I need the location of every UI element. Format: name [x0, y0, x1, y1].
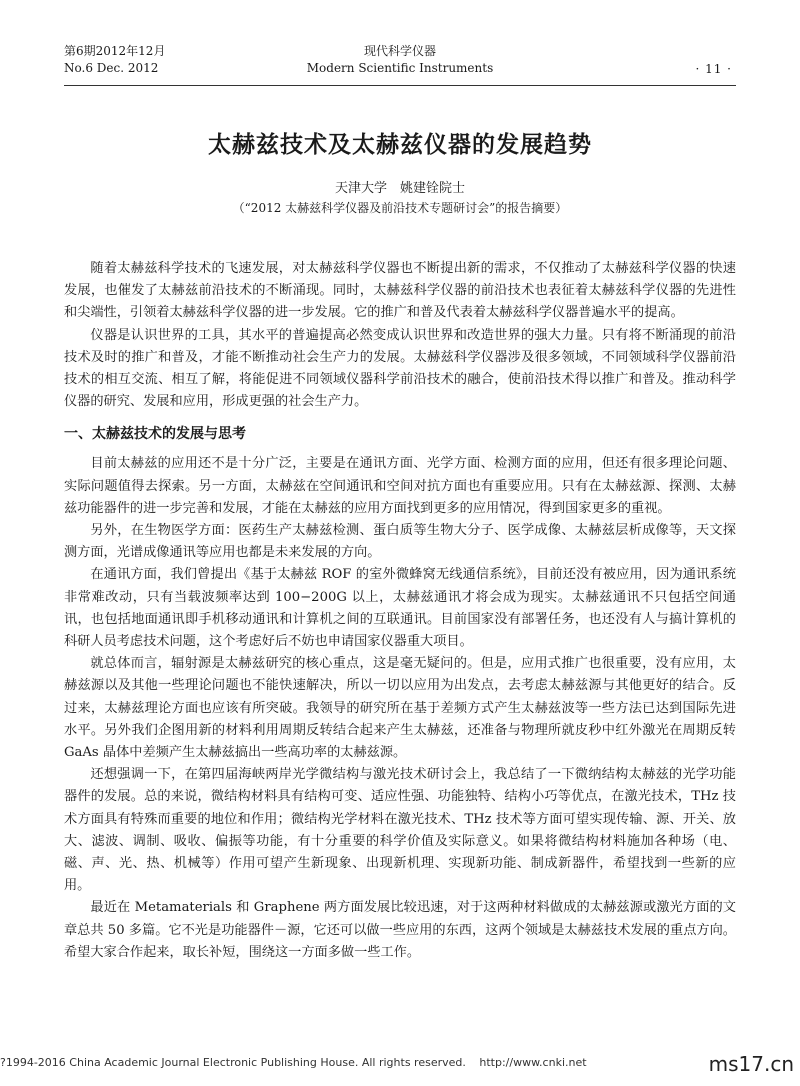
copyright-text: ?1994-2016 China Academic Journal Electronic Publishing House. All rights reserved.: [0, 1056, 466, 1069]
section-heading-1: 一、太赫兹技术的发展与思考: [64, 426, 246, 443]
article-body: [64, 258, 736, 964]
paragraph-7: 还想强调一下，在第四届海峡两岸光学微结构与激光技术研讨会上，我总结了一下微纳结构太赫兹的光学功能器件的发展。总的来说，微结构材料具有结构可变、适应性强、功能独特、结构小巧等优点，在激光技术，THz 技术方面具有特殊而重要的地位和作用；微结构光学材料在激光技术、THz 技术等方面可望实现传输、源、开关、放大、滤波、调制、吸收、偏振等功能，有十分重要的科学价值及实际意义。如果将微结构材料施加各种场（电、磁、声、光、热、机械等）作用可望产生新现象、出现新机理、实现新功能、制成新器件，希望找到一些新的应用。: [64, 767, 736, 894]
footer-url[interactable]: http://www.cnki.net: [479, 1056, 587, 1069]
header-divider: [64, 85, 736, 86]
paragraph-3: 目前太赫兹的应用还不是十分广泛，主要是在通讯方面、光学方面、检测方面的应用，但还有很多理论问题、实际问题值得去探索。另一方面，太赫兹在空间通讯和空间对抗方面也有重要应用。只有在太赫兹源、探测、太赫兹功能器件的进一步完善和发展，才能在太赫兹的应用方面找到更多的应用情况，得到国家更多的重视。: [64, 456, 736, 516]
paragraph-2: 仪器是认识世界的工具，其水平的普遍提高必然变成认识世界和改造世界的强大力量。只有将不断涌现的前沿技术及时的推广和普及，才能不断推动社会生产力的发展。太赫兹科学仪器涉及很多领域，不同领域科学仪器前沿技术的相互交流、相互了解，将能促进不同领域仪器科学前沿技术的融合，使前沿技术得以推广和普及。推动科学仪器的研究、发展和应用，形成更强的社会生产力。: [64, 327, 736, 410]
copyright-footer: [0, 1056, 597, 1069]
article-note: （“2012 太赫兹科学仪器及前沿技术专题研讨会”的报告摘要）: [232, 201, 568, 215]
page-number: · 11 ·: [695, 62, 732, 76]
journal-cn: 现代科学仪器: [363, 44, 436, 58]
watermark: ms17.cn: [708, 1052, 794, 1076]
issue-cn: 第6期2012年12月: [64, 44, 166, 58]
article-author: 天津大学 姚建铨院士: [334, 181, 465, 196]
journal-en: Modern Scientific Instruments: [306, 61, 494, 75]
running-header: [64, 43, 736, 83]
paragraph-1: 随着太赫兹科学技术的飞速发展，对太赫兹科学仪器也不断提出新的需求，不仅推动了太赫兹科学仪器的快速发展，也催发了太赫兹前沿技术的不断涌现。同时，太赫兹科学仪器的前沿技术也表征着太赫兹科学仪器的先进性和尖端性，引领着太赫兹科学仪器的进一步发展。它的推广和普及代表着太赫兹科学仪器普遍水平的提高。: [64, 261, 736, 321]
paragraph-8: 最近在 Metamaterials 和 Graphene 两方面发展比较迅速，对于这两种材料做成的太赫兹源或激光方面的文章总共 50 多篇。它不光是功能器件－源，它还可以做一些应用的东西，这两个领域是太赫兹技术发展的重点方向。希望大家合作起来，取长补短，围绕这一方面多做一些工作。: [64, 900, 736, 960]
paragraph-4: 另外，在生物医学方面：医药生产太赫兹检测、蛋白质等生物大分子、医学成像、太赫兹层析成像等，天文探测方面，光谱成像通讯等应用也都是未来发展的方向。: [64, 523, 736, 561]
paragraph-5: 在通讯方面，我们曾提出《基于太赫兹 ROF 的室外微蜂窝无线通信系统》，目前还没有被应用，因为通讯系统非常难改动，只有当载波频率达到 100−200G 以上，太赫兹通讯才将会成为现实。太赫兹通讯不只包括空间通讯，也包括地面通讯即手机移动通讯和计算机之间的互联通讯。目前国家没有部署任务，也还没有人与搞计算机的科研人员考虑技术问题，这个考虑好后不妨也申请国家仪器重大项目。: [64, 567, 736, 650]
article-title: 太赫兹技术及太赫兹仪器的发展趋势: [208, 132, 592, 158]
issue-en: No.6 Dec. 2012: [64, 61, 159, 75]
paragraph-6: 就总体而言，辐射源是太赫兹研究的核心重点，这是毫无疑问的。但是，应用式推广也很重要，没有应用，太赫兹源以及其他一些理论问题也不能快速解决，所以一切以应用为出发点，去考虑太赫兹源与其他更好的结合。反过来，太赫兹理论方面也应该有所突破。我领导的研究所在基于差频方式产生太赫兹波等一些方法已达到国际先进水平。另外我们企图用新的材料利用周期反转结合起来产生太赫兹，还准备与物理所就皮秒中红外激光在周期反转 GaAs 晶体中差频产生太赫兹搞出一些高功率的太赫兹源。: [64, 656, 736, 761]
journal-name: [64, 43, 736, 77]
